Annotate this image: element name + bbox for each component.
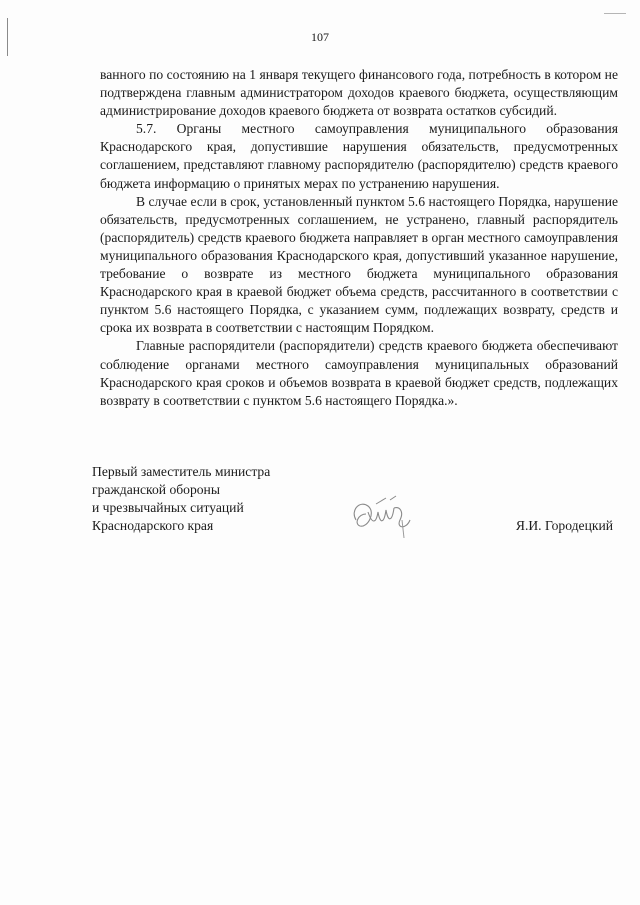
position-line: гражданской обороны — [92, 482, 220, 498]
document-body — [100, 66, 618, 410]
position-line: и чрезвычайных ситуаций — [92, 500, 244, 516]
paragraph-continuation: ванного по состоянию на 1 января текущего финансового года, потребность в котором не подтверждена главным администратором доходов краевого бюджета, осуществляющим администрирование доходов краевого бюджета от возврата остатков субсидий. — [100, 67, 618, 119]
paragraph-compliance: Главные распорядители (распорядители) средств краевого бюджета обеспечивают соблюдение органами местного самоуправления муниципальных образований Краснодарского края сроков и объемов возврата в краевой бюджет средств, подлежащих возврату в соответствии с пунктом 5.6 настоящего Порядка.». — [100, 338, 618, 408]
position-line: Краснодарского края — [92, 518, 214, 534]
handwritten-signature — [346, 490, 424, 542]
page-number: 107 — [311, 30, 329, 44]
signatory-name: Я.И. Городецкий — [515, 518, 613, 533]
signatory-position — [92, 463, 270, 535]
paragraph-return-requirement: В случае если в срок, установленный пунктом 5.6 настоящего Порядка, нарушение обязательств, предусмотренных соглашением, не устранено, главный распорядитель (распорядитель) средств краевого бюджета направляет в орган местного самоуправления муниципального образования Краснодарского края, допустивший указанное нарушение, требование о возврате из местного бюджета муниципального образования Краснодарского края в краевой бюджет объема средств, рассчитанного в соответствии с пунктом 5.6 настоящего Порядка, с указанием сумм, подлежащих возврату, средств и срока их возврата в соответствии с настоящим Порядком. — [100, 193, 618, 336]
position-line: Первый заместитель министра — [92, 464, 271, 479]
scan-edge-mark — [604, 13, 626, 14]
paragraph-5-7: 5.7. Органы местного самоуправления муниципального образования Краснодарского края, допустившие нарушения обязательств, предусмотренных соглашением, представляют главному распорядителю (распорядителю) средств краевого бюджета информацию о принятых мерах по устранению нарушения. — [100, 121, 618, 191]
